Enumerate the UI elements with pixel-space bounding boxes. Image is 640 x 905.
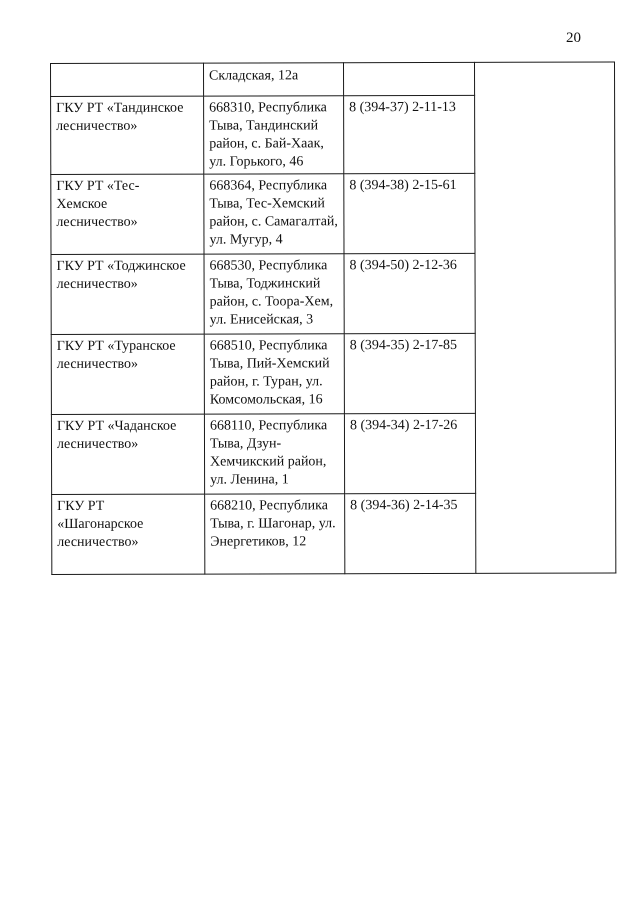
- phone-text: 8 (394-50) 2-12-36: [349, 257, 457, 274]
- phone-cell: [344, 253, 475, 333]
- address-cell: [204, 254, 344, 334]
- org-name: ГКУ РТ «Чаданское лесничество»: [56, 418, 177, 452]
- address-text: 668110, Республика Тыва, Дзун- Хемчикский район, ул. Ленина, 1: [209, 418, 328, 488]
- address-text: 668510, Республика Тыва, Пий-Хемский район, г. Туран, ул. Комсомольская, 16: [209, 338, 330, 408]
- org-cell: [51, 254, 204, 334]
- org-cell: [51, 414, 204, 494]
- merged-extra-cell: [474, 62, 615, 573]
- address-cell: [204, 334, 344, 414]
- phone-cell: [344, 333, 475, 413]
- org-name: ГКУ РТ «Тандинское лесничество»: [56, 100, 184, 134]
- org-name: ГКУ РТ «Тоджинское лесничество»: [56, 258, 186, 292]
- phone-cell: [344, 62, 475, 95]
- address-text: Складская, 12а: [209, 68, 299, 84]
- address-cell: [204, 174, 344, 254]
- phone-text: 8 (394-37) 2-11-13: [349, 99, 456, 116]
- forestry-table-container: [50, 62, 609, 567]
- phone-text: 8 (394-36) 2-14-35: [350, 497, 458, 514]
- phone-cell: [344, 95, 475, 173]
- org-cell: [51, 63, 204, 96]
- org-cell: [51, 174, 204, 254]
- org-name: ГКУ РТ «Туранское лесничество»: [56, 338, 176, 372]
- phone-text: 8 (394-35) 2-17-85: [349, 337, 458, 354]
- phone-text: 8 (394-34) 2-17-26: [349, 417, 458, 434]
- org-cell: [52, 494, 205, 574]
- org-name: ГКУ РТ «Тес- Хемское лесничество»: [56, 178, 140, 230]
- org-name: ГКУ РТ «Шагонарское лесничество»: [57, 498, 144, 550]
- phone-cell: [345, 493, 476, 573]
- org-cell: [51, 334, 204, 414]
- address-text: 668310, Республика Тыва, Тандинский район, с. Бай-Хаак, ул. Горького, 46: [209, 100, 327, 170]
- address-cell: [205, 494, 345, 574]
- address-text: 668530, Республика Тыва, Тоджинский район, с. Тоора-Хем, ул. Енисейская, 3: [209, 258, 334, 328]
- address-text: 668210, Республика Тыва, г. Шагонар, ул. Энергетиков, 12: [210, 498, 336, 550]
- phone-cell: [344, 413, 475, 493]
- org-cell: [51, 96, 204, 174]
- forestry-contacts-table: [50, 62, 616, 575]
- table-row: [51, 62, 615, 96]
- page-number: 20: [566, 30, 581, 46]
- address-cell: [204, 414, 344, 494]
- address-cell: [204, 96, 344, 174]
- address-cell: [204, 63, 344, 96]
- phone-text: 8 (394-38) 2-15-61: [349, 177, 457, 194]
- address-text: 668364, Республика Тыва, Тес-Хемский район, с. Самагалтай, ул. Мугур, 4: [209, 178, 338, 248]
- phone-cell: [344, 173, 475, 253]
